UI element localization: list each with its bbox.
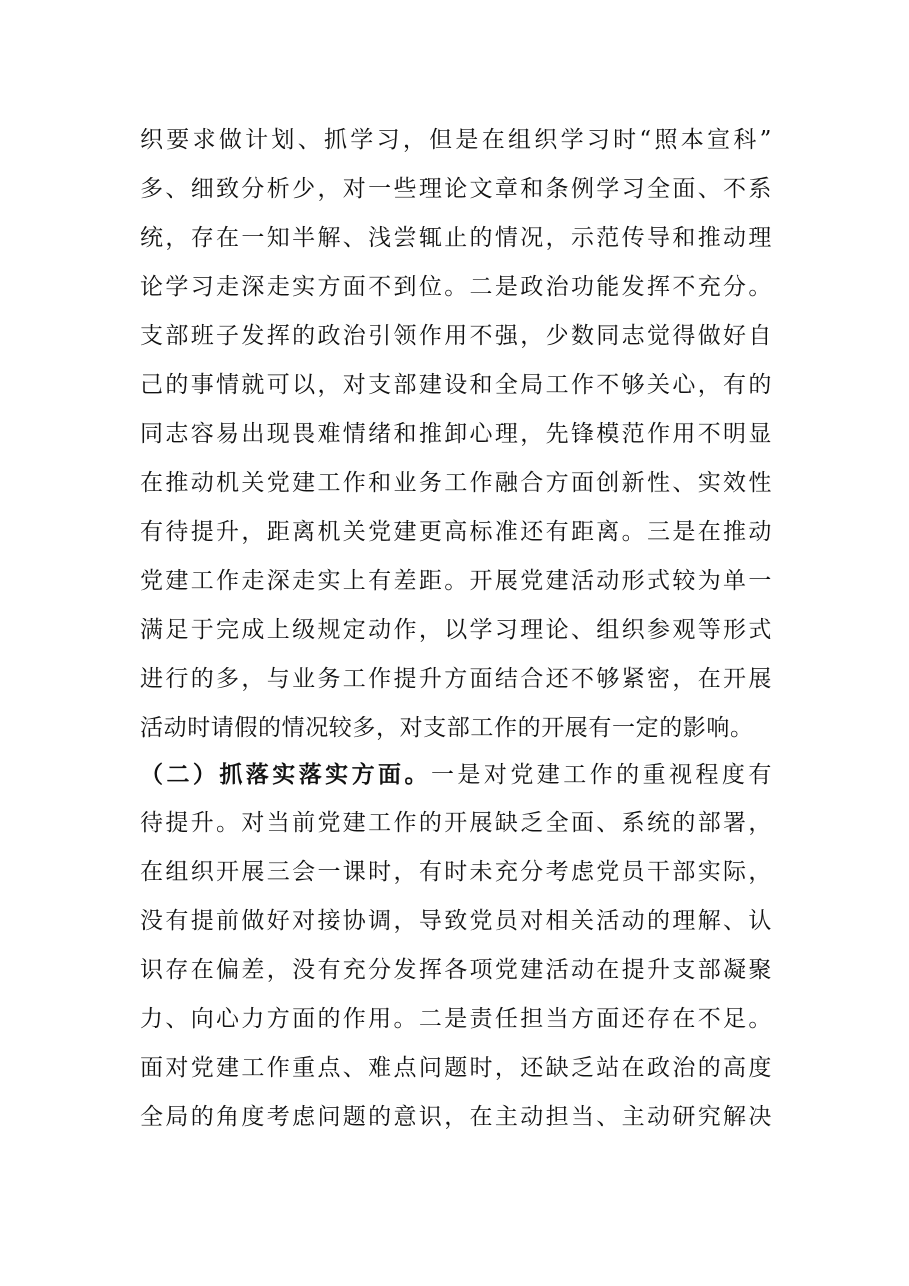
- paragraph-line: 待提升。对当前党建工作的开展缺乏全面、系统的部署，: [140, 810, 772, 836]
- paragraph-line: 统，存在一知半解、浅尝辄止的情况，示范传导和推动理: [140, 225, 772, 251]
- paragraph-line: 在组织开展三会一课时，有时未充分考虑党员干部实际，: [140, 859, 772, 885]
- paragraph-line: 论学习走深走实方面不到位。二是政治功能发挥不充分。: [140, 274, 772, 300]
- paragraph-line: 同志容易出现畏难情绪和推卸心理，先锋模范作用不明显: [140, 421, 772, 447]
- heading-line-rest: 一是对党建工作的重视程度有: [430, 762, 772, 788]
- paragraph-line: 己的事情就可以，对支部建设和全局工作不够关心，有的: [140, 372, 772, 398]
- paragraph-line: 力、向心力方面的作用。二是责任担当方面还存在不足。: [140, 1006, 772, 1032]
- paragraph-line: 有待提升，距离机关党建更高标准还有距离。三是在推动: [140, 519, 772, 545]
- paragraph-line: 满足于完成上级规定动作，以学习理论、组织参观等形式: [140, 617, 772, 643]
- paragraph-first-line: [140, 750, 772, 799]
- paragraph-1: [140, 116, 772, 753]
- paragraph-line: 没有提前做好对接协调，导致党员对相关活动的理解、认: [140, 908, 772, 934]
- section-heading: （二）抓落实落实方面。: [140, 761, 431, 788]
- paragraph-2: [140, 750, 772, 1142]
- paragraph-line: 多、细致分析少，对一些理论文章和条例学习全面、不系: [140, 176, 772, 202]
- paragraph-line: 支部班子发挥的政治引领作用不强，少数同志觉得做好自: [140, 323, 772, 349]
- paragraph-line: 全局的角度考虑问题的意识，在主动担当、主动研究解决: [140, 1104, 772, 1130]
- paragraph-line: 活动时请假的情况较多，对支部工作的开展有一定的影响。: [140, 715, 754, 741]
- paragraph-line: 在推动机关党建工作和业务工作融合方面创新性、实效性: [140, 470, 772, 496]
- paragraph-line: 织要求做计划、抓学习，但是在组织学习时“照本宣科”: [140, 127, 772, 153]
- paragraph-line: 面对党建工作重点、难点问题时，还缺乏站在政治的高度: [140, 1055, 772, 1081]
- paragraph-line: 进行的多，与业务工作提升方面结合还不够紧密，在开展: [140, 666, 772, 692]
- paragraph-line: 识存在偏差，没有充分发挥各项党建活动在提升支部凝聚: [140, 957, 772, 983]
- paragraph-line: 党建工作走深走实上有差距。开展党建活动形式较为单一: [140, 568, 772, 594]
